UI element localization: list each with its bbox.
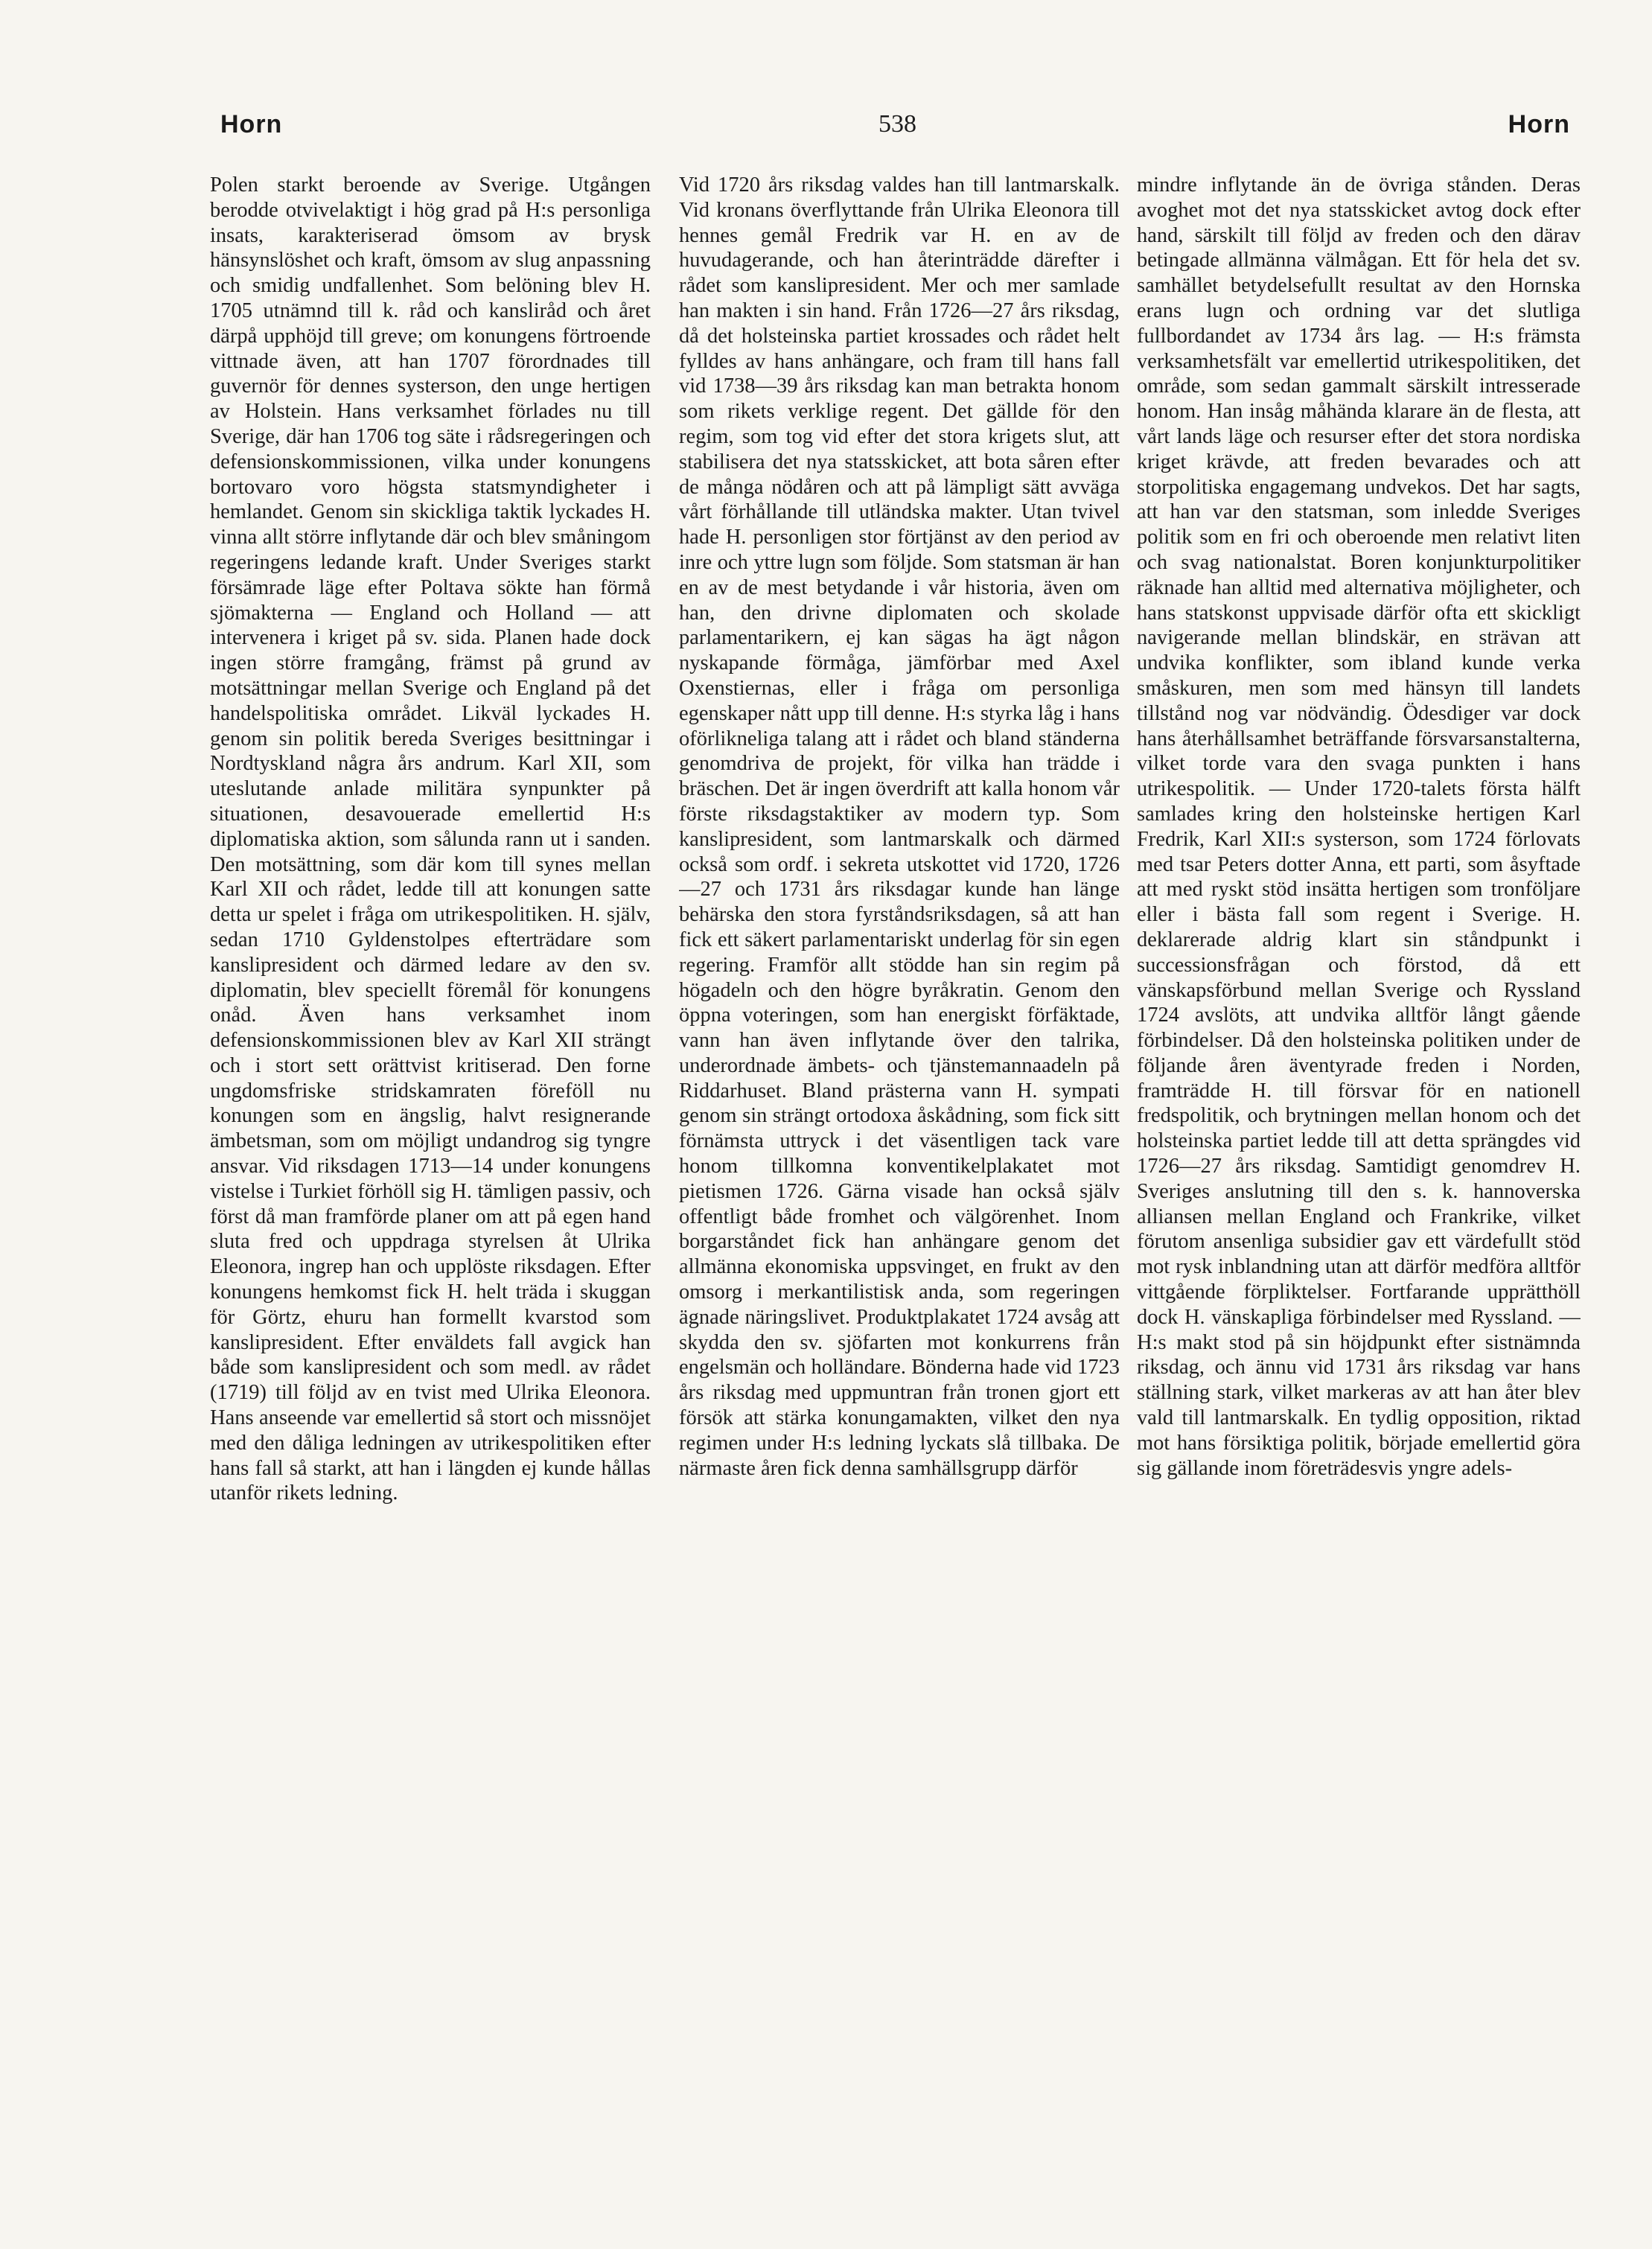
running-head-right: Horn (1508, 110, 1570, 138)
running-head-left: Horn (220, 110, 283, 138)
text-column-3 (1137, 173, 1581, 2138)
text-column-1 (210, 173, 651, 2138)
column-3-text: mindre inflytande än de övriga stånden. Deras avoghet mot det nya statsskicket avtog dock efter hand, särskilt till följd av freden och den därav betingade allmänna välmågan. Ett för hela det sv. samhället betydelsefullt resultat av den Hornska erans lugn och ordning var det slutliga fullbordandet av 1734 års lag. — H:s främsta verksamhetsfält var emellertid utrikespolitiken, det område, som sedan gammalt särskilt intresserade honom. Han insåg måhända klarare än de flesta, att vårt lands läge och resurser efter det stora nordiska kriget krävde, att freden bevarades och att storpolitiska engagemang undvekos. Det har sagts, att han var den statsman, som inledde Sveriges politik som en fri och oberoende men relativt liten och svag nationalstat. Boren konjunkturpolitiker räknade han alltid med alternativa möjligheter, och hans statskonst uppvisade därför ofta ett skickligt navigerande mellan blindskär, en strävan att undvika konflikter, som ibland kunde verka småskuren, men som med hänsyn till landets tillstånd nog var nödvändig. Ödesdiger var dock hans återhållsamhet beträffande försvarsanstalterna, vilket torde vara den svaga punkten i hans utrikespolitik. — Under 1720-talets första hälft samlades kring den holsteinske hertigen Karl Fredrik, Karl XII:s systerson, som 1724 förlovats med tsar Peters dotter Anna, ett parti, som åsyftade att med ryskt stöd insätta hertigen som tronföljare eller i bästa fall som regent i Sverige. H. deklarerade aldrig klart sin ståndpunkt i successionsfrågan och förstod, då ett vänskapsförbund mellan Sverige och Ryssland 1724 avslöts, att undvika alltför långt gående förbindelser. Då den holsteinska politiken under de följande åren äventyrade freden i Norden, framträdde H. till försvar för en nationell fredspolitik, och brytningen mellan honom och det holsteinska partiet ledde till att detta sprängdes vid 1726—27 års riksdag. Samtidigt genomdrev H. Sveriges anslutning till den s. k. hannoverska alliansen mellan England och Frankrike, vilket förutom ansenliga subsidier gav ett värdefullt stöd mot rysk inblandning utan att därför medföra alltför vittgående förpliktelser. Fortfarande upprätthöll dock H. vänskapliga förbindelser med Ryssland. — H:s makt stod på sin höjdpunkt efter sistnämnda riksdag, och ännu vid 1731 års riksdag var hans ställning stark, vilket markeras av att han åter blev vald till lantmarskalk. En tydlig opposition, riktad mot hans försiktiga politik, började emellertid göra sig gällande inom företrädesvis yngre adels- (1137, 173, 1581, 1480)
text-column-2 (679, 173, 1120, 2138)
column-2-text: Vid 1720 års riksdag valdes han till lantmarskalk. Vid kronans överflyttande från Ulrika Eleonora till hennes gemål Fredrik var H. en av de huvudagerande, och han återinträdde därefter i rådet som kanslipresident. Mer och mer samlade han makten i sin hand. Från 1726—27 års riksdag, då det holsteinska partiet krossades och rådet helt fylldes av hans anhängare, och fram till hans fall vid 1738—39 års riksdag kan man betrakta honom som rikets verklige regent. Det gällde för den regim, som tog vid efter det stora krigets slut, att stabilisera det nya statsskicket, att bota såren efter de många nödåren och att på lämpligt sätt avväga vårt förhållande till utländska makter. Utan tvivel hade H. personligen stor förtjänst av den period av inre och yttre lugn som följde. Som statsman är han en av de mest betydande i vår historia, även om han, den drivne diplomaten och skolade parlamentarikern, ej kan sägas ha ägt någon nyskapande förmåga, jämförbar med Axel Oxenstiernas, eller i fråga om personliga egenskaper nått upp till denne. H:s styrka låg i hans oförlikneliga talang att i rådet och bland ständerna genomdriva de projekt, för vilka han trädde i bräschen. Det är ingen överdrift att kalla honom vår förste riksdagstaktiker av modern typ. Som kanslipresident, som lantmarskalk och därmed också som ordf. i sekreta utskottet vid 1720, 1726—27 och 1731 års riksdagar kunde han länge behärska den stora fyrståndsriksdagen, så att han fick ett säkert parlamentariskt underlag för sin egen regering. Framför allt stödde han sin regim på högadeln och den högre byråkratin. Genom den öppna voteringen, som han energiskt förfäktade, vann han även inflytande över den talrika, underordnade ämbets- och tjänstemannaadeln på Riddarhuset. Bland prästerna vann H. sympati genom sin strängt ortodoxa åskådning, som fick sitt förnämsta uttryck i det väsentligen tack vare honom tillkomna konventikelplakatet mot pietismen 1726. Gärna visade han också själv offentligt både fromhet och välgörenhet. Inom borgarståndet fick han anhängare genom det allmänna ekonomiska uppsvinget, en frukt av den omsorg i merkantilistisk anda, som regeringen ägnade näringslivet. Produktplakatet 1724 avsåg att skydda den sv. sjöfarten mot konkurrens från engelsmän och holländare. Bönderna hade vid 1723 års riksdag med uppmuntran från tronen gjort ett försök att stärka konungamakten, vilket den nya regimen under H:s ledning lyckats slå tillbaka. De närmaste åren fick denna samhällsgrupp därför (679, 173, 1120, 1480)
column-1-text: Polen starkt beroende av Sverige. Utgången berodde otvivelaktigt i hög grad på H:s personliga insats, karakteriserad ömsom av brysk hänsynslöshet och kraft, ömsom av slug anpassning och smidig undfallenhet. Som belöning blev H. 1705 utnämnd till k. råd och kansliråd och året därpå upphöjd till greve; om konungens förtroende vittnade även, att han 1707 förordnades till guvernör för dennes systerson, den unge hertigen av Holstein. Hans verksamhet förlades nu till Sverige, där han 1706 tog säte i rådsregeringen och defensionskommissionen, vilka under konungens bortovaro voro högsta statsmyndigheter i hemlandet. Genom sin skickliga taktik lyckades H. vinna allt större inflytande där och blev småningom regeringens ledande kraft. Under Sveriges starkt försämrade läge efter Poltava sökte han förmå sjömakterna — England och Holland — att intervenera i kriget på sv. sida. Planen hade dock ingen större framgång, främst på grund av motsättningar mellan Sverige och England på det handelspolitiska området. Likväl lyckades H. genom sin politik bereda Sveriges besittningar i Nordtyskland några års andrum. Karl XII, som uteslutande anlade militära synpunkter på situationen, desavouerade emellertid H:s diplomatiska aktion, som sålunda rann ut i sanden. Den motsättning, som där kom till synes mellan Karl XII och rådet, ledde till att konungen satte detta ur spelet i fråga om utrikespolitiken. H. själv, sedan 1710 Gyldenstolpes efterträdare som kanslipresident och därmed ledare av den sv. diplomatin, blev speciellt föremål för konungens onåd. Även hans verksamhet inom defensionskommissionen blev av Karl XII strängt och i stort sett orättvist kritiserad. Den forne ungdomsfriske stridskamraten föreföll nu konungen som en ängslig, halvt resignerande ämbetsman, som om möjligt undandrog sig tyngre ansvar. Vid riksdagen 1713—14 under konungens vistelse i Turkiet förhöll sig H. tämligen passiv, och först då man framförde planer om att på egen hand sluta fred och uppdraga styrelsen åt Ulrika Eleonora, ingrep han och upplöste riksdagen. Efter konungens hemkomst fick H. helt träda i skuggan för Görtz, ehuru han formellt kvarstod som kanslipresident. Efter enväldets fall avgick han både som kanslipresident och som medl. av rådet (1719) till följd av en tvist med Ulrika Eleonora. Hans anseende var emellertid så stort och missnöjet med den dåliga ledningen av utrikespolitiken efter hans fall så starkt, att han i längden ej kunde hållas utanför rikets ledning. (210, 173, 651, 1505)
page-number: 538 (878, 110, 916, 138)
